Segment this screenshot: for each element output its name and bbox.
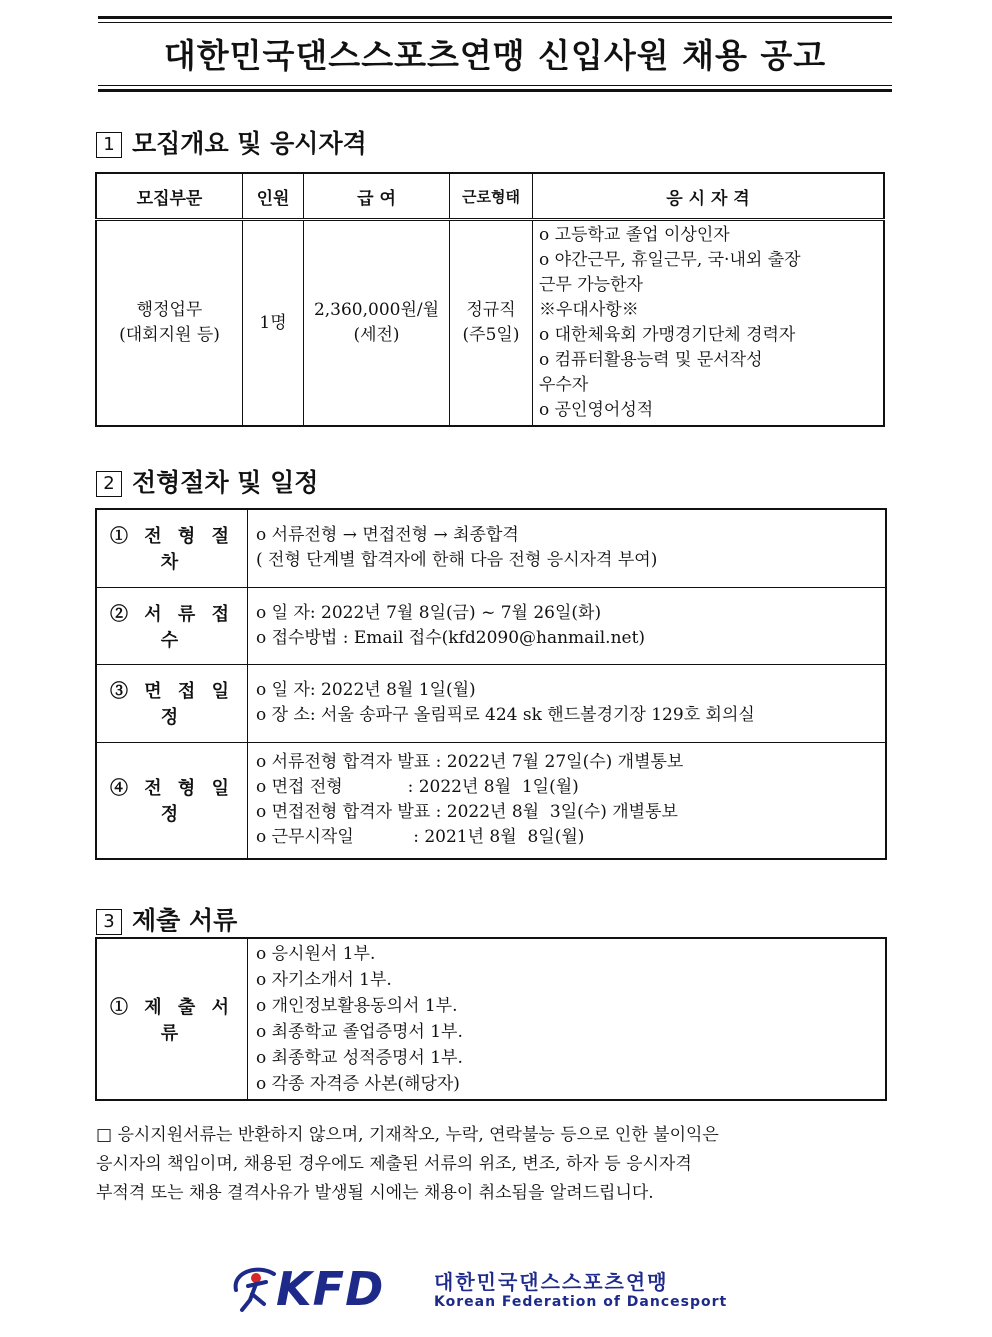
cell-dept: 행정업무 (대회지원 등): [96, 220, 243, 427]
header-qualification: 응 시 자 격: [533, 173, 885, 220]
row-label: ③ 면 접 일 정: [96, 664, 248, 742]
qual-line: 우수자: [539, 375, 589, 395]
logo-abbr: KFD: [276, 1262, 385, 1316]
cell-qualifications: [533, 220, 885, 427]
schedule-row: [96, 587, 886, 664]
doc-item: o 자기소개서 1부.: [256, 970, 392, 990]
schedule-table: [95, 508, 887, 860]
section3-number: 3: [96, 909, 122, 935]
schedule-row: [96, 664, 886, 742]
doc-item: o 각종 자격증 사본(해당자): [256, 1074, 460, 1094]
row-content: o 서류전형 합격자 발표 : 2022년 7월 27일(수) 개별통보 o 면접 전형 : 2022년 8월 1일(월) o 면접전형 합격자 발표 : 2022년 8월 3일(수) 개별통보 o 근무시작일 : 2021년 8월 8일(월): [248, 742, 887, 859]
logo-name-en: Korean Federation of Dancesport: [434, 1294, 728, 1310]
row-content: o 일 자: 2022년 8월 1일(월) o 장 소: 서울 송파구 올림픽로 424 sk 핸드볼경기장 129호 회의실: [248, 664, 887, 742]
section1-number: 1: [96, 132, 122, 158]
header-dept: 모집부문: [96, 173, 243, 220]
documents-row: [96, 938, 886, 1100]
row-label: ④ 전 형 일 정: [96, 742, 248, 859]
cell-type: 정규직 (주5일): [450, 220, 533, 427]
qual-line: o 야간근무, 휴일근무, 국·내외 출장: [539, 250, 801, 270]
recruit-table-header: [96, 173, 884, 220]
section2-title: 전형절차 및 일정: [132, 468, 319, 497]
section2-heading: [96, 463, 318, 499]
recruit-table: [95, 172, 885, 427]
qual-line: o 고등학교 졸업 이상인자: [539, 225, 730, 245]
documents-table: [95, 937, 887, 1101]
qual-line: o 컴퓨터활용능력 및 문서작성: [539, 350, 763, 370]
cell-salary: 2,360,000원/월 (세전): [304, 220, 450, 427]
doc-item: o 최종학교 졸업증명서 1부.: [256, 1022, 463, 1042]
row-content: o 일 자: 2022년 7월 8일(금) ~ 7월 26일(화) o 접수방법 : Email 접수(kfd2090@hanmail.net): [248, 587, 887, 664]
section3-heading: [96, 901, 237, 937]
logo-name-ko: 대한민국댄스스포츠연맹: [434, 1270, 669, 1294]
row-label: ① 제 출 서 류: [96, 938, 248, 1100]
doc-item: o 최종학교 성적증명서 1부.: [256, 1048, 463, 1068]
notice-text: □ 응시지원서류는 반환하지 않으며, 기재착오, 누락, 연락불능 등으로 인한 불이익은 응시자의 책임이며, 채용된 경우에도 제출된 서류의 위조, 변조, 하자 등 응시자격 부적격 또는 채용 결격사유가 발생될 시에는 채용이 취소됨을 알려드립니다.: [96, 1125, 719, 1203]
documents-list: [248, 938, 887, 1100]
dancer-icon: [228, 1260, 280, 1316]
section3-title: 제출 서류: [132, 906, 238, 935]
recruit-table-row: [96, 220, 884, 427]
header-count: 인원: [243, 173, 304, 220]
qual-line: ※우대사항※: [539, 300, 639, 320]
row-content: o 서류전형 → 면접전형 → 최종합격 ( 전형 단계별 합격자에 한해 다음 전형 응시자격 부여): [248, 509, 887, 587]
section1-heading: [96, 124, 367, 160]
cell-count: 1명: [243, 220, 304, 427]
section1-title: 모집개요 및 응시자격: [132, 129, 367, 158]
qual-line: o 공인영어성적: [539, 400, 654, 420]
title-box: [98, 16, 892, 92]
row-label: ② 서 류 접 수: [96, 587, 248, 664]
qual-line: o 대한체육회 가맹경기단체 경력자: [539, 325, 796, 345]
section2-number: 2: [96, 471, 122, 497]
row-label: ① 전 형 절 차: [96, 509, 248, 587]
kfd-logo: [228, 1260, 768, 1320]
qual-line: 근무 가능한자: [539, 275, 643, 295]
header-type: 근로형태: [450, 173, 533, 220]
schedule-row: [96, 742, 886, 859]
doc-item: o 응시원서 1부.: [256, 944, 376, 964]
header-salary: 급 여: [304, 173, 450, 220]
page-title: 대한민국댄스스포츠연맹 신입사원 채용 공고: [163, 36, 827, 75]
doc-item: o 개인정보활용동의서 1부.: [256, 996, 458, 1016]
schedule-row: [96, 509, 886, 587]
